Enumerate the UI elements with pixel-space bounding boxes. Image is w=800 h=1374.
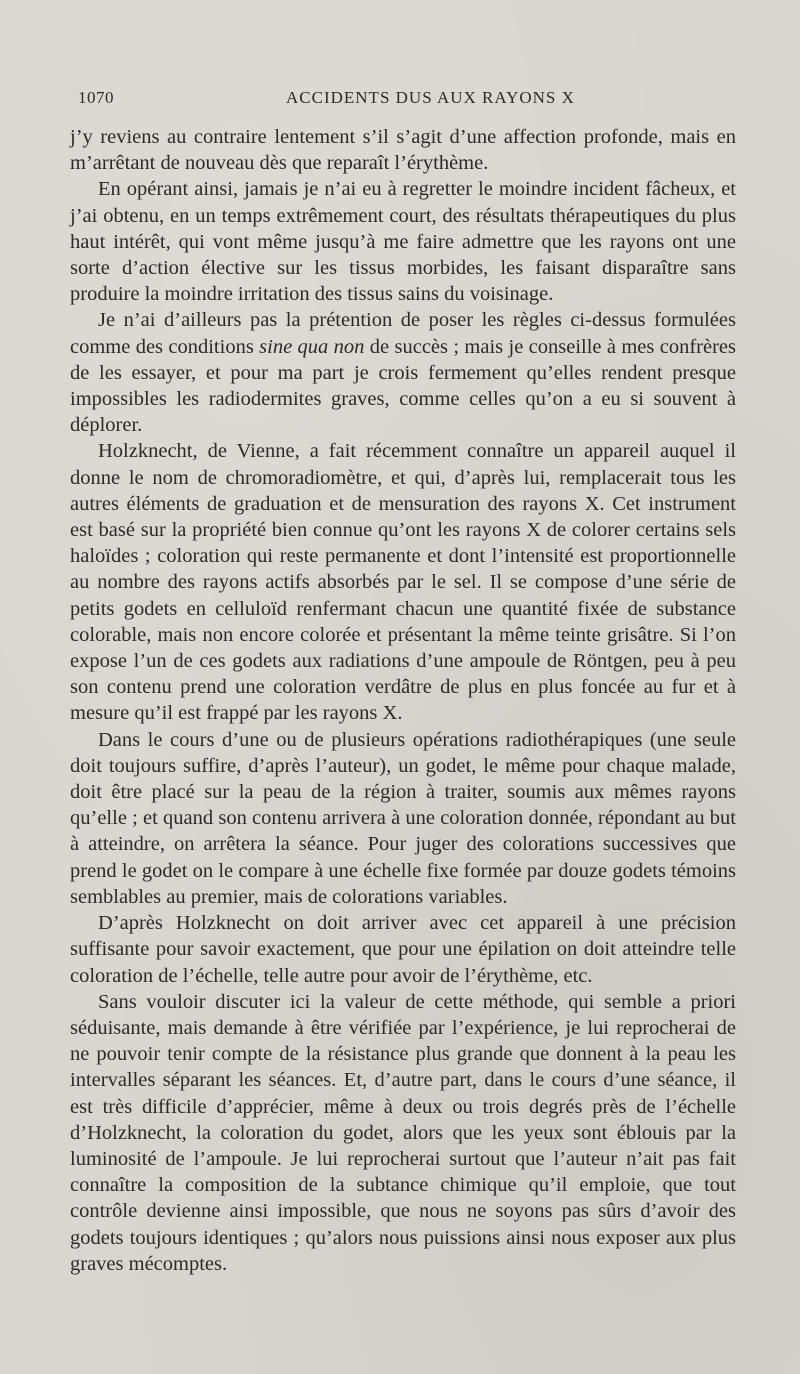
paragraph-5: Dans le cours d’une ou de plusieurs opérations radiothérapiques (une seule doit toujours suffire, d’après l’auteur), un godet, le même pour chaque malade, doit être placé sur la peau de la région à traiter, soumis aux mêmes rayons qu’elle ; et quand son contenu arrivera à une coloration donnée, répondant au but à atteindre, on arrêtera la séance. Pour juger des colorations successives que prend le godet on le compare à une échelle fixe formée par douze godets témoins semblables au premier, mais de colorations variables. [70,728,736,908]
running-title: ACCIDENTS DUS AUX RAYONS X [286,88,575,107]
paragraph-3 [70,307,736,438]
paragraph-3-text-after: de succès ; mais je conseille à mes confrères de les essayer, et pour ma part je crois fermement qu’elles rendent presque impossibles les radiodermites graves, comme celles qu’on a eu si souvent à déplorer. [70,335,736,437]
paragraph-7: Sans vouloir discuter ici la valeur de cette méthode, qui semble a priori séduisante, mais demande à être vérifiée par l’expérience, je lui reprocherai de ne pouvoir tenir compte de la résistance plus grande que donnent à la peau les intervalles séparant les séances. Et, d’autre part, dans le cours d’une séance, il est très difficile d’apprécier, même à deux ou trois degrés près de l’échelle d’Holzknecht, la coloration du godet, alors que les yeux sont éblouis par la luminosité de l’ampoule. Je lui reprocherai surtout que l’auteur n’ait pas fait connaître la composition de la subtance chimique qu’il emploie, que tout contrôle devienne ainsi impossible, que nous ne soyons pas sûrs d’avoir des godets toujours identiques ; qu’alors nous puissions ainsi nous exposer aux plus graves mécomptes. [70,990,736,1275]
body-text [70,124,736,1277]
page-number: 1070 [78,88,114,107]
paragraph-3-text-before: Je n’ai d’ailleurs pas la prétention de poser les règles ci-dessus formulées comme des conditions [70,309,736,358]
latin-phrase: sine qua non [259,335,365,358]
paragraph-6: D’après Holzknecht on doit arriver avec cet appareil à une précision suffisante pour savoir exactement, que pour une épilation on doit atteindre telle coloration de l’échelle, telle autre pour avoir de l’érythème, etc. [70,912,736,987]
paragraph-4: Holzknecht, de Vienne, a fait récemment connaître un appareil auquel il donne le nom de chromoradiomètre, et qui, d’après lui, remplacerait tous les autres éléments de graduation et de mensuration des rayons X. Cet instrument est basé sur la propriété bien connue qu’ont les rayons X de colorer certains sels haloïdes ; coloration qui reste permanente et dont l’intensité est proportionnelle au nombre des rayons actifs absorbés par le sel. Il se compose d’une série de petits godets en celluloïd renfermant chacun une quantité fixée de substance colorable, mais non encore colorée et présentant la même teinte grisâtre. Si l’on expose l’un de ces godets aux radiations d’une ampoule de Röntgen, peu à peu son contenu prend une coloration verdâtre de plus en plus foncée au fur et à mesure qu’il est frappé par les rayons X. [70,440,736,725]
paragraph-2: En opérant ainsi, jamais je n’ai eu à regretter le moindre incident fâcheux, et j’ai obtenu, en un temps extrêmement court, des résultats thérapeutiques du plus haut intérêt, qui vont même jusqu’à me faire admettre que les rayons ont une sorte d’action élective sur les tissus morbides, les faisant disparaître sans produire la moindre irritation des tissus sains du voisinage. [70,178,736,306]
paragraph-1: j’y reviens au contraire lentement s’il s’agit d’une affection profonde, mais en m’arrêtant de nouveau dès que reparaît l’érythème. [70,126,736,175]
page-header [78,88,734,112]
